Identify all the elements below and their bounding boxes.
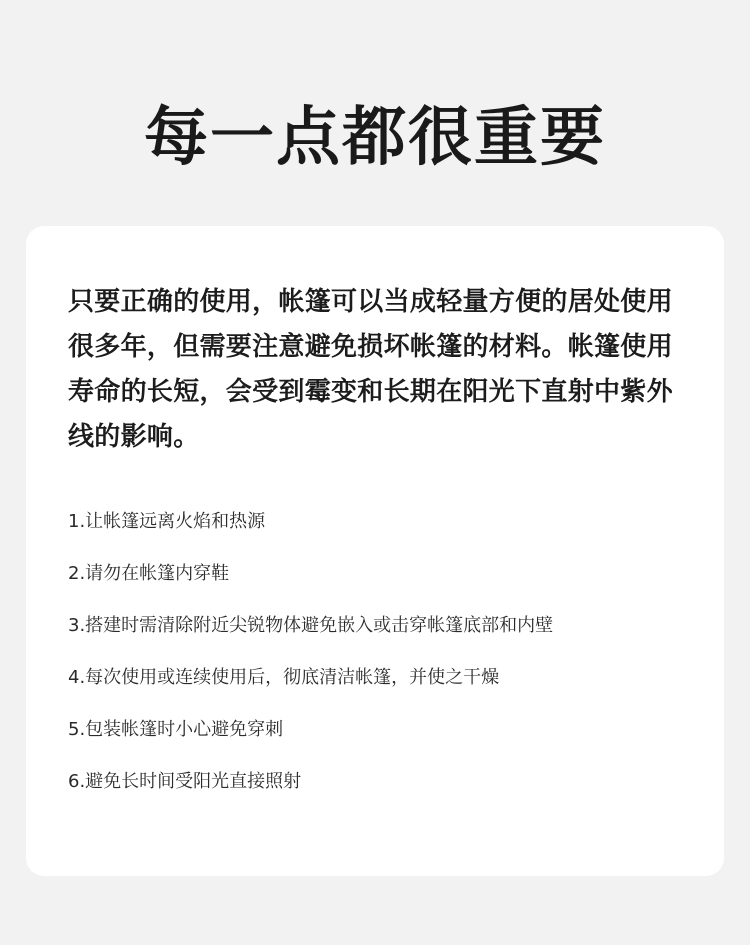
care-tip-2: 2.请勿在帐篷内穿鞋 bbox=[68, 563, 230, 584]
care-tip-3: 3.搭建时需清除附近尖锐物体避免嵌入或击穿帐篷底部和内壁 bbox=[68, 615, 554, 636]
content-card bbox=[26, 226, 724, 876]
care-tip-5: 5.包装帐篷时小心避免穿刺 bbox=[68, 719, 284, 740]
care-tips-list bbox=[68, 509, 688, 821]
intro-paragraph: 只要正确的使用，帐篷可以当成轻量方便的居处使用很多年，但需要注意避免损坏帐篷的材料。帐篷使用寿命的长短，会受到霉变和长期在阳光下直射中紫外线的影响。 bbox=[68, 287, 673, 452]
care-tip-4: 4.每次使用或连续使用后，彻底清洁帐篷，并使之干燥 bbox=[68, 667, 500, 688]
care-tip-6: 6.避免长时间受阳光直接照射 bbox=[68, 771, 302, 792]
page-title: 每一点都很重要 bbox=[144, 101, 606, 175]
care-tip-1: 1.让帐篷远离火焰和热源 bbox=[68, 511, 266, 532]
